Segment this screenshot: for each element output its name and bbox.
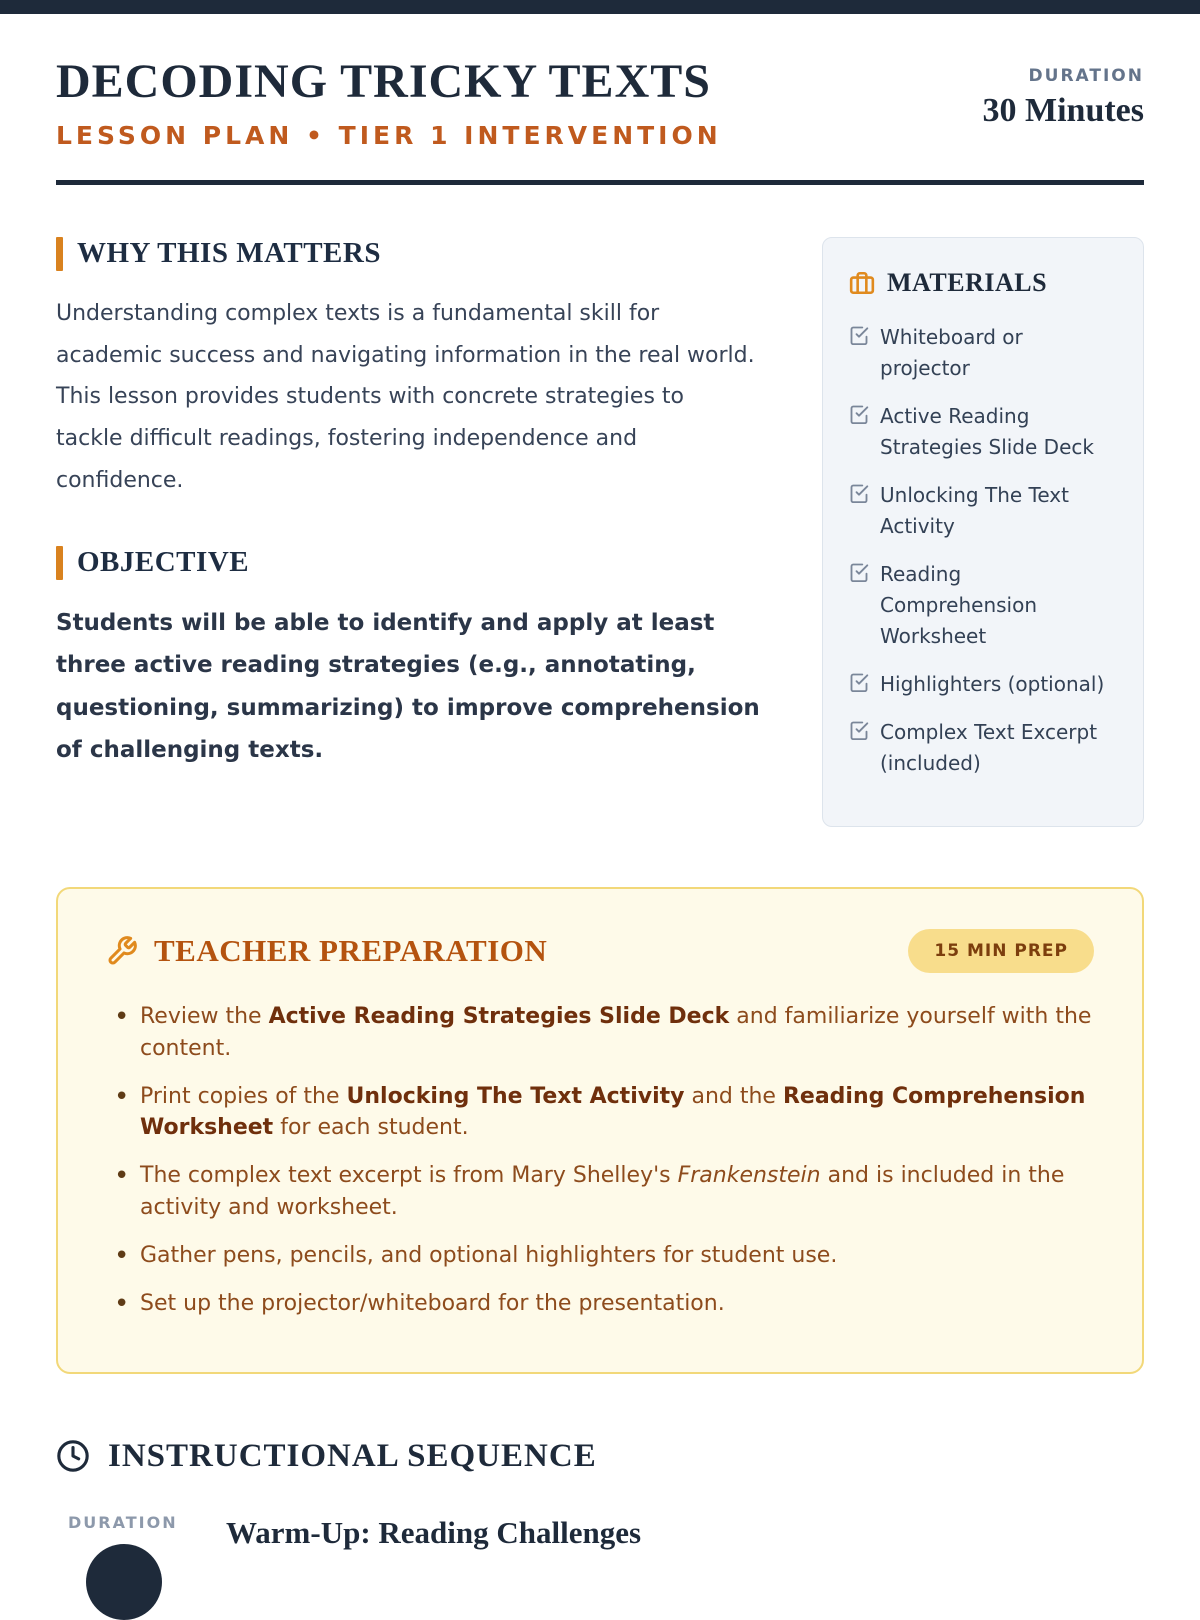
materials-list	[849, 322, 1117, 779]
objective-body: Students will be able to identify and apply at least three active reading strategies (e.g., annotating, questioning, summarizing) to improve comprehension of challenging texts.	[56, 609, 760, 764]
materials-item	[849, 480, 1117, 542]
why-section	[56, 237, 774, 502]
check-square-icon	[849, 672, 869, 692]
header-divider	[56, 180, 1144, 185]
why-heading-row	[56, 237, 774, 271]
wrench-icon	[106, 935, 138, 967]
left-column	[56, 237, 774, 827]
check-square-icon	[849, 483, 869, 503]
prep-heading: TEACHER PREPARATION	[154, 932, 548, 968]
sequence-step-1	[56, 1513, 1144, 1620]
check-square-icon	[849, 325, 869, 345]
check-square-icon	[849, 720, 869, 740]
why-heading: WHY THIS MATTERS	[77, 237, 381, 270]
prep-item-text: The complex text excerpt is from Mary Shelley's Frankenstein and is included in the activity and worksheet.	[140, 1163, 1065, 1221]
step-body	[226, 1513, 641, 1620]
check-square-icon	[849, 404, 869, 424]
prep-item	[106, 1240, 1094, 1272]
sequence-heading-row	[56, 1438, 1144, 1475]
materials-header	[849, 268, 1117, 298]
page-header	[56, 56, 1144, 150]
prep-item-text: Print copies of the Unlocking The Text Activity and the Reading Comprehension Worksheet for each student.	[140, 1083, 1086, 1141]
materials-item	[849, 559, 1117, 652]
check-square-icon	[849, 562, 869, 582]
prep-item	[106, 1288, 1094, 1320]
prep-item	[106, 1160, 1094, 1224]
materials-item-label: Active Reading Strategies Slide Deck	[880, 403, 1094, 459]
materials-item-label: Highlighters (optional)	[880, 671, 1105, 696]
prep-item-text: Gather pens, pencils, and optional highlighters for student use.	[140, 1243, 838, 1269]
duration-label: DURATION	[1028, 66, 1144, 86]
materials-item-label: Whiteboard or projector	[880, 324, 1023, 380]
step-duration-column	[56, 1513, 226, 1620]
prep-header-row	[106, 929, 1094, 973]
materials-heading: MATERIALS	[887, 267, 1048, 297]
title-block	[56, 56, 722, 150]
sequence-heading: INSTRUCTIONAL SEQUENCE	[108, 1437, 597, 1474]
materials-item	[849, 322, 1117, 384]
prep-time-badge: 15 MIN PREP	[908, 929, 1094, 973]
prep-item-text: Review the Active Reading Strategies Slide Deck and familiarize yourself with the content.	[140, 1003, 1092, 1061]
materials-item-label: Unlocking The Text Activity	[880, 482, 1069, 538]
prep-item	[106, 1001, 1094, 1065]
prep-list	[106, 1001, 1094, 1320]
page-title: DECODING TRICKY TEXTS	[56, 55, 711, 108]
accent-bar	[56, 237, 63, 271]
briefcase-icon	[849, 270, 875, 296]
step-duration-circle	[86, 1544, 162, 1620]
objective-heading: OBJECTIVE	[77, 546, 250, 579]
clock-icon	[56, 1439, 90, 1473]
prep-item	[106, 1081, 1094, 1145]
materials-item-label: Reading Comprehension Worksheet	[880, 561, 1038, 648]
materials-item	[849, 669, 1117, 700]
step-duration-label: DURATION	[68, 1512, 178, 1532]
accent-bar	[56, 546, 63, 580]
objective-section	[56, 546, 774, 772]
duration-block	[983, 56, 1145, 130]
prep-item-text: Set up the projector/whiteboard for the presentation.	[140, 1291, 725, 1317]
teacher-preparation-card	[56, 887, 1144, 1374]
objective-heading-row	[56, 546, 774, 580]
instructional-sequence-section	[56, 1438, 1144, 1620]
why-body: Understanding complex texts is a fundamental skill for academic success and navigating information in the real world. This lesson provides students with concrete strategies to tackle difficult readings, fostering independence and confidence.	[56, 300, 755, 493]
materials-item	[849, 401, 1117, 463]
top-accent-bar	[0, 0, 1200, 14]
materials-card	[822, 237, 1144, 827]
materials-item-label: Complex Text Excerpt (included)	[880, 719, 1098, 775]
materials-item	[849, 717, 1117, 779]
page-subtitle: LESSON PLAN • TIER 1 INTERVENTION	[56, 120, 722, 150]
step-title: Warm-Up: Reading Challenges	[226, 1514, 642, 1550]
duration-value: 30 Minutes	[982, 92, 1144, 129]
